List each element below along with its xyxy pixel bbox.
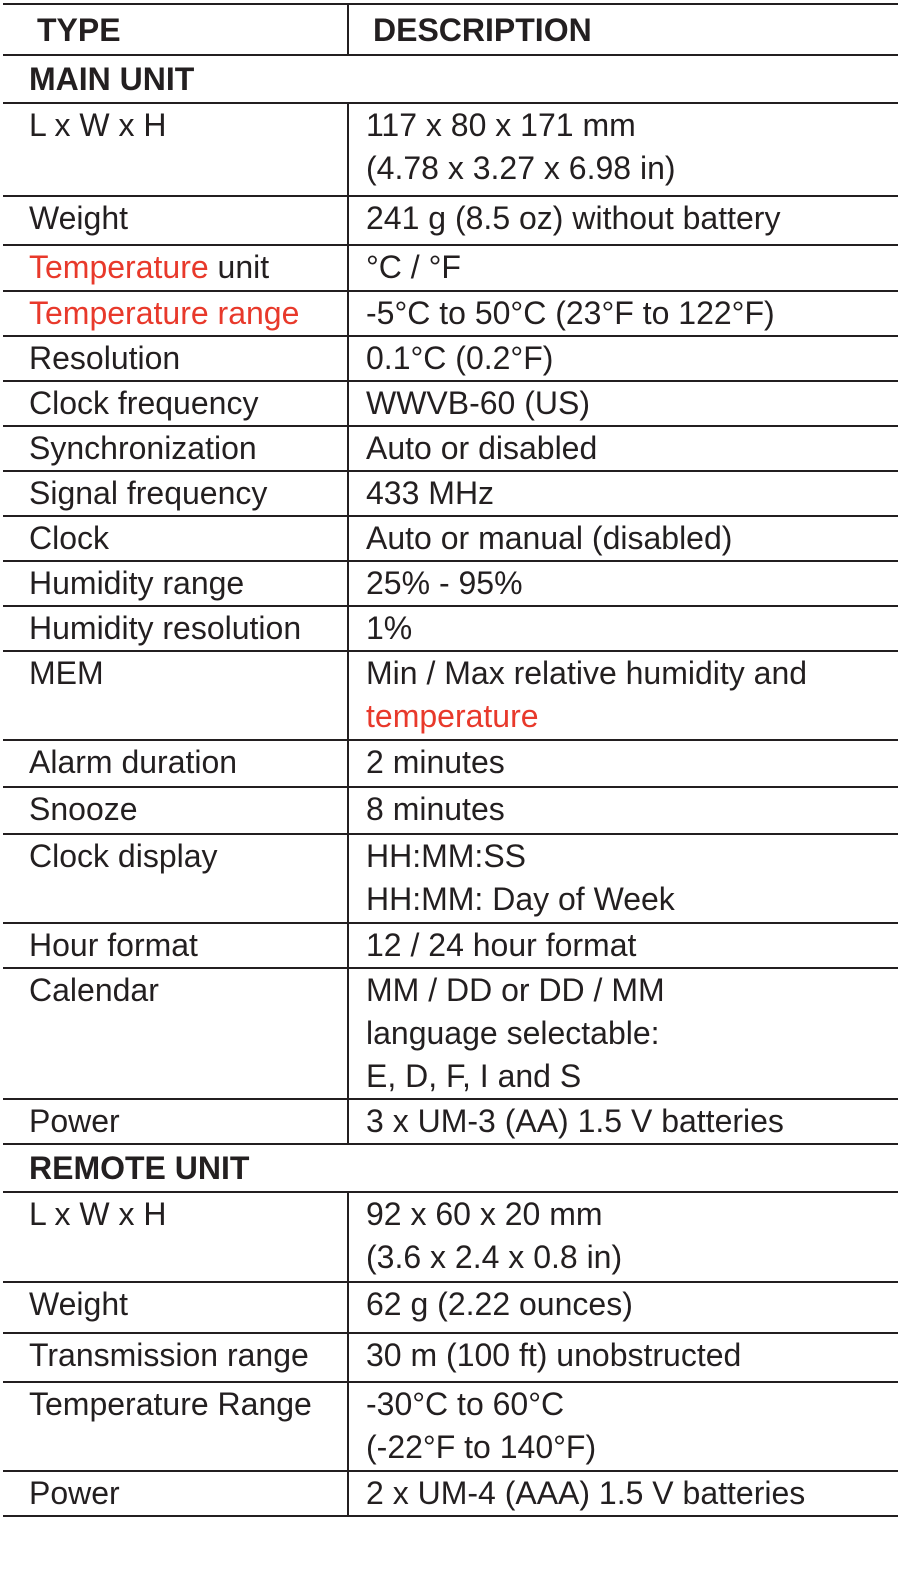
- table-row: [3, 1192, 898, 1282]
- description-line: 2 minutes: [366, 744, 505, 780]
- description-cell: [348, 1282, 898, 1333]
- type-cell: [3, 471, 348, 516]
- table-row: [3, 1282, 898, 1333]
- description-cell: [348, 834, 898, 923]
- description-cell: [348, 1382, 898, 1471]
- type-text-highlight: Temperature: [29, 249, 209, 285]
- type-cell: [3, 651, 348, 740]
- description-cell: [348, 471, 898, 516]
- description-line: [366, 695, 898, 738]
- description-cell: [348, 787, 898, 834]
- type-cell: [3, 1099, 348, 1144]
- description-line: (4.78 x 3.27 x 6.98 in): [366, 150, 676, 186]
- description-line: 0.1°C (0.2°F): [366, 340, 554, 376]
- description-cell: [348, 1333, 898, 1382]
- description-cell: [348, 426, 898, 471]
- description-cell: [348, 516, 898, 561]
- spec-table: [3, 3, 898, 1517]
- table-row: [3, 1333, 898, 1382]
- description-line: Auto or disabled: [366, 430, 598, 466]
- type-text: Temperature Range: [29, 1386, 312, 1422]
- description-cell: [348, 651, 898, 740]
- description-line: 2 x UM-4 (AAA) 1.5 V batteries: [366, 1475, 806, 1511]
- description-line: [366, 652, 898, 695]
- type-text: Humidity resolution: [29, 610, 302, 646]
- description-line: 8 minutes: [366, 791, 505, 827]
- table-row: [3, 561, 898, 606]
- description-cell: [348, 1192, 898, 1282]
- description-cell: [348, 923, 898, 968]
- description-line: (-22°F to 140°F): [366, 1429, 597, 1465]
- type-cell: [3, 1282, 348, 1333]
- type-cell: [3, 1382, 348, 1471]
- type-cell: [3, 336, 348, 381]
- table-header-row: [3, 4, 898, 55]
- table-row: [3, 336, 898, 381]
- section-title: MAIN UNIT: [3, 55, 898, 103]
- table-row: [3, 968, 898, 1099]
- description-cell: [348, 606, 898, 651]
- type-text: Transmission range: [29, 1337, 309, 1373]
- description-line: language selectable:: [366, 1015, 660, 1051]
- description-cell: [348, 1471, 898, 1516]
- type-cell: [3, 381, 348, 426]
- type-cell: [3, 561, 348, 606]
- type-cell: [3, 923, 348, 968]
- type-text: Alarm duration: [29, 744, 238, 780]
- description-line: Auto or manual (disabled): [366, 520, 733, 556]
- type-text: Weight: [29, 200, 129, 236]
- type-cell: [3, 426, 348, 471]
- description-line: HH:MM: Day of Week: [366, 881, 675, 917]
- table-row: [3, 245, 898, 291]
- table-row: [3, 1099, 898, 1144]
- table-row: [3, 651, 898, 740]
- table-row: [3, 923, 898, 968]
- description-line: 62 g (2.22 ounces): [366, 1286, 633, 1322]
- description-line: E, D, F, I and S: [366, 1058, 582, 1094]
- table-row: [3, 740, 898, 787]
- type-text: Hour format: [29, 927, 198, 963]
- description-line: 433 MHz: [366, 475, 495, 511]
- description-text-highlight: temperature: [366, 698, 539, 734]
- type-text: MEM: [29, 655, 104, 691]
- description-line: 241 g (8.5 oz) without battery: [366, 200, 781, 236]
- type-text: Power: [29, 1103, 120, 1139]
- type-text: Clock display: [29, 838, 218, 874]
- description-line: 30 m (100 ft) unobstructed: [366, 1337, 742, 1373]
- type-cell: [3, 516, 348, 561]
- description-line: °C / °F: [366, 249, 461, 285]
- description-line: -30°C to 60°C: [366, 1386, 565, 1422]
- section-header-row: [3, 1144, 898, 1192]
- description-cell: [348, 196, 898, 245]
- description-line: (3.6 x 2.4 x 0.8 in): [366, 1239, 623, 1275]
- type-cell: [3, 787, 348, 834]
- description-cell: [348, 740, 898, 787]
- description-text: Min / Max relative humidity and: [366, 655, 808, 691]
- type-text: Clock: [29, 520, 110, 556]
- type-cell: [3, 103, 348, 196]
- description-line: WWVB-60 (US): [366, 385, 590, 421]
- type-cell: [3, 834, 348, 923]
- type-text: Clock frequency: [29, 385, 259, 421]
- table-row: [3, 606, 898, 651]
- table-row: [3, 1471, 898, 1516]
- type-cell: [3, 606, 348, 651]
- table-row: [3, 834, 898, 923]
- type-cell: [3, 968, 348, 1099]
- description-cell: [348, 336, 898, 381]
- header-description: DESCRIPTION: [348, 4, 898, 55]
- description-cell: [348, 245, 898, 291]
- type-cell: [3, 245, 348, 291]
- description-line: 3 x UM-3 (AA) 1.5 V batteries: [366, 1103, 784, 1139]
- type-text: Humidity range: [29, 565, 245, 601]
- type-cell: [3, 291, 348, 336]
- type-text: Calendar: [29, 972, 159, 1008]
- description-line: 12 / 24 hour format: [366, 927, 637, 963]
- table-row: [3, 291, 898, 336]
- table-row: [3, 381, 898, 426]
- spec-table-body: [3, 4, 898, 1516]
- description-line: 117 x 80 x 171 mm: [366, 107, 636, 143]
- table-row: [3, 1382, 898, 1471]
- type-text: Weight: [29, 1286, 129, 1322]
- description-cell: [348, 103, 898, 196]
- type-cell: [3, 1192, 348, 1282]
- type-cell: [3, 1333, 348, 1382]
- type-text-highlight: Temperature range: [29, 295, 300, 331]
- type-text: Resolution: [29, 340, 181, 376]
- description-cell: [348, 381, 898, 426]
- description-line: 1%: [366, 610, 413, 646]
- type-cell: [3, 740, 348, 787]
- type-cell: [3, 196, 348, 245]
- type-text: L x W x H: [29, 1196, 167, 1232]
- section-header-row: [3, 55, 898, 103]
- description-cell: [348, 968, 898, 1099]
- type-text: Signal frequency: [29, 475, 268, 511]
- header-type: TYPE: [3, 4, 348, 55]
- description-line: HH:MM:SS: [366, 838, 526, 874]
- description-line: 25% - 95%: [366, 565, 523, 601]
- type-text: L x W x H: [29, 107, 167, 143]
- description-line: MM / DD or DD / MM: [366, 972, 665, 1008]
- description-cell: [348, 291, 898, 336]
- table-row: [3, 787, 898, 834]
- type-text: unit: [208, 249, 270, 285]
- type-cell: [3, 1471, 348, 1516]
- type-text: Power: [29, 1475, 120, 1511]
- table-row: [3, 103, 898, 196]
- description-line: -5°C to 50°C (23°F to 122°F): [366, 295, 775, 331]
- type-text: Snooze: [29, 791, 138, 827]
- description-cell: [348, 561, 898, 606]
- description-line: 92 x 60 x 20 mm: [366, 1196, 603, 1232]
- description-cell: [348, 1099, 898, 1144]
- table-row: [3, 516, 898, 561]
- type-text: Synchronization: [29, 430, 257, 466]
- table-row: [3, 426, 898, 471]
- table-row: [3, 196, 898, 245]
- table-row: [3, 471, 898, 516]
- section-title: REMOTE UNIT: [3, 1144, 898, 1192]
